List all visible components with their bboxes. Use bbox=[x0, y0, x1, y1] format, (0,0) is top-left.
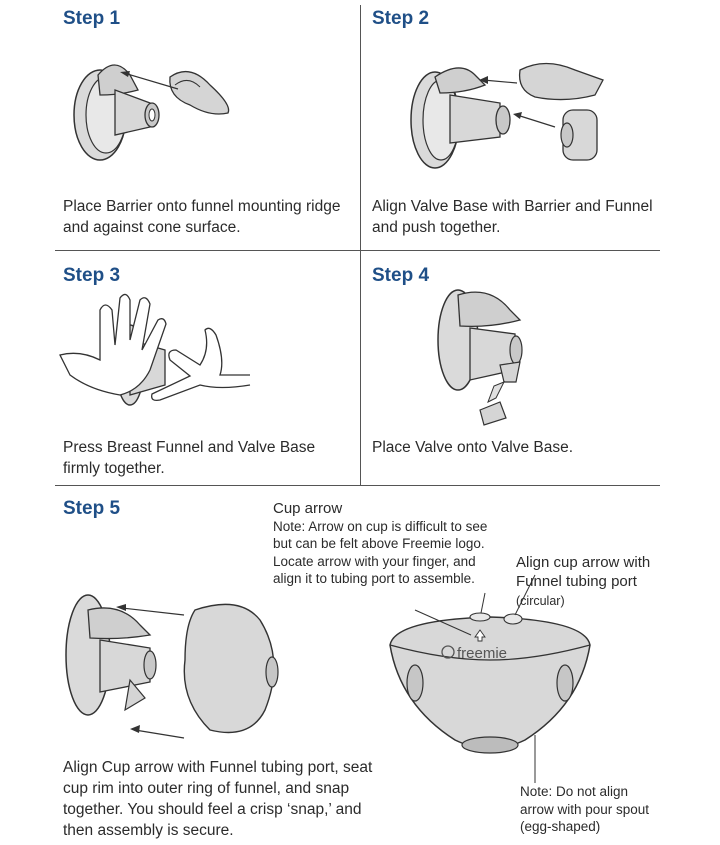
step3-illustration bbox=[60, 290, 260, 430]
step5-caption: Align Cup arrow with Funnel tubing port, seat cup rim into outer ring of funnel, and snap together. You should feel a crisp ‘snap,’ and then assembly is secure. bbox=[63, 759, 373, 839]
align-callout bbox=[516, 553, 676, 611]
step2-illustration bbox=[405, 35, 615, 185]
divider-row2 bbox=[55, 485, 660, 486]
step2-title: Step 2 bbox=[372, 8, 430, 29]
align-sub: (circular) bbox=[516, 594, 565, 608]
step2-caption: Align Valve Base with Barrier and Funnel and push together. bbox=[372, 198, 653, 236]
step1-title: Step 1 bbox=[63, 8, 121, 29]
step1-caption: Place Barrier onto funnel mounting ridge and against cone surface. bbox=[63, 198, 341, 236]
step4-title: Step 4 bbox=[372, 265, 430, 286]
pour-spout-note: Note: Do not align arrow with pour spout (egg-shaped) bbox=[520, 784, 650, 834]
step3-caption: Press Breast Funnel and Valve Base firmly together. bbox=[63, 439, 316, 477]
cup-arrow-title: Cup arrow bbox=[273, 500, 343, 517]
step5-illustration-left bbox=[60, 580, 300, 750]
align-main: Align cup arrow with Funnel tubing port bbox=[516, 554, 651, 590]
step4-caption: Place Valve onto Valve Base. bbox=[372, 439, 574, 456]
step4-illustration bbox=[430, 270, 570, 440]
step3-title: Step 3 bbox=[63, 265, 121, 286]
step1-illustration bbox=[60, 35, 260, 185]
freemie-logo: freemie bbox=[457, 645, 508, 662]
divider-col-top bbox=[360, 5, 361, 485]
cup-arrow-note: Note: Arrow on cup is difficult to see but can be felt above Freemie logo. Locate arrow with your finger, and align it to tubing port to assemble. bbox=[273, 518, 488, 586]
cup-arrow-callout bbox=[273, 500, 488, 588]
step5-cup-illustration bbox=[385, 605, 595, 755]
step5-title: Step 5 bbox=[63, 498, 121, 519]
divider-row1 bbox=[55, 250, 660, 251]
